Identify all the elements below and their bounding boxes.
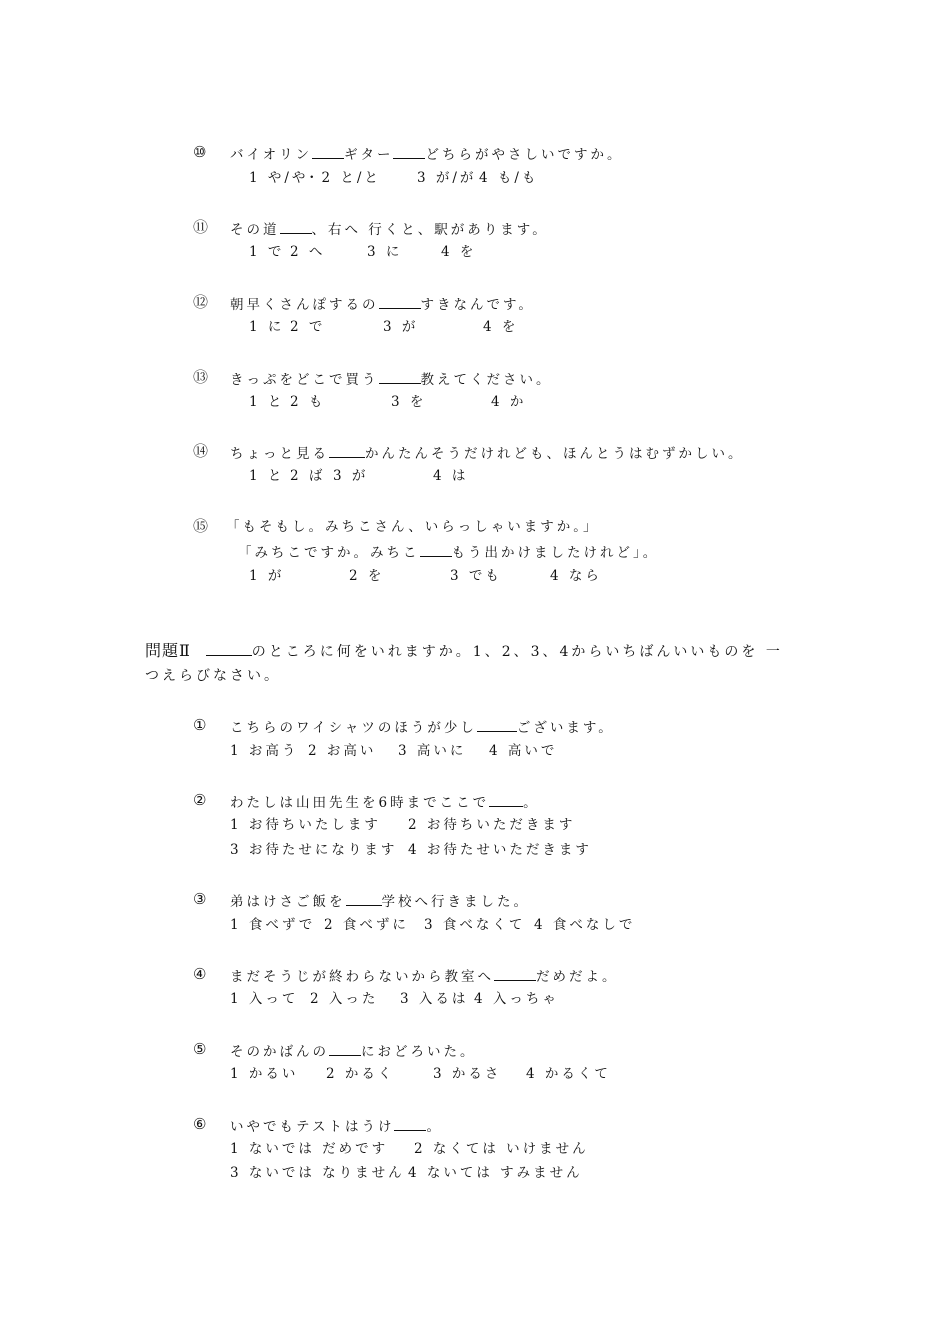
question-text bbox=[230, 1116, 443, 1136]
section-instruction-cont: つえらびなさい。 bbox=[145, 668, 281, 684]
question-text-part: 。 bbox=[426, 1119, 443, 1135]
answer-option: 1 かるい bbox=[230, 1066, 299, 1082]
answer-blank bbox=[379, 294, 421, 309]
question-number: ⑮ bbox=[193, 517, 209, 535]
question-text-part: どちらがやさしいですか。 bbox=[425, 147, 624, 163]
answer-option: 4 も/も bbox=[479, 170, 539, 186]
question-text-part: かんたんそうだけれども、ほんとうはむずかしい。 bbox=[365, 446, 745, 462]
question-text-part: わたしは山田先生を6時までここで bbox=[230, 795, 490, 811]
answer-blank bbox=[312, 144, 344, 159]
answer-option: ・2 と/と bbox=[305, 170, 381, 186]
question-text-part: ギター bbox=[344, 147, 394, 163]
answer-option: 2 も bbox=[290, 394, 326, 410]
answer-option: 2 かるく bbox=[326, 1066, 395, 1082]
answer-option: 2 で bbox=[290, 319, 326, 335]
answer-option: 2 食べずに bbox=[324, 917, 409, 933]
question-text-part: ございます。 bbox=[516, 720, 615, 736]
answer-option: 3 でも bbox=[450, 568, 502, 584]
answer-option: 1 と bbox=[249, 394, 285, 410]
question-number: ⑪ bbox=[193, 218, 209, 236]
question-number: ⑬ bbox=[193, 368, 209, 386]
answer-option: 4 か bbox=[491, 394, 527, 410]
question-text bbox=[230, 1041, 477, 1061]
answer-option: 3 が bbox=[383, 319, 419, 335]
question-text-part: こちらのワイシャツのほうが少し bbox=[230, 720, 477, 736]
question-text bbox=[230, 219, 549, 239]
question-text-part: いやでもテストはうけ bbox=[230, 1119, 395, 1135]
answer-blank bbox=[346, 891, 382, 906]
answer-option: 1 お高う bbox=[230, 743, 299, 759]
answer-option: 1 や/や bbox=[249, 170, 309, 186]
answer-blank bbox=[206, 641, 252, 656]
answer-option: 3 高いに bbox=[398, 743, 467, 759]
question-number: ⑭ bbox=[193, 442, 209, 460]
question-text-part: におどろいた。 bbox=[361, 1044, 477, 1060]
answer-option: 2 を bbox=[349, 568, 385, 584]
question-number: ⑥ bbox=[193, 1115, 207, 1133]
answer-option: 1 と bbox=[249, 468, 285, 484]
answer-option: 1 で bbox=[249, 244, 285, 260]
answer-option: 3 お待たせになります bbox=[230, 842, 398, 858]
question-text-part: まだそうじが終わらないから教室へ bbox=[230, 969, 494, 985]
answer-option: 3 かるさ bbox=[433, 1066, 502, 1082]
question-text-part: すきなんです。 bbox=[420, 297, 535, 313]
question-text-part: だめだよ。 bbox=[536, 969, 619, 985]
answer-blank bbox=[393, 144, 425, 159]
question-text bbox=[230, 891, 530, 911]
answer-option: 2 ば bbox=[290, 468, 326, 484]
answer-blank bbox=[394, 1116, 426, 1131]
question-number: ⑩ bbox=[193, 143, 207, 161]
question-number: ③ bbox=[193, 890, 207, 908]
answer-option: 3 を bbox=[391, 394, 427, 410]
section-header bbox=[145, 641, 783, 662]
answer-option: 2 なくては いけません bbox=[414, 1141, 589, 1157]
answer-option: 2 へ bbox=[290, 244, 326, 260]
question-number: ⑫ bbox=[193, 293, 209, 311]
answer-blank bbox=[420, 542, 452, 557]
answer-option: 4 ないては すみません bbox=[408, 1165, 583, 1181]
answer-option: 4 を bbox=[441, 244, 477, 260]
question-text-part: そのかばんの bbox=[230, 1044, 329, 1060]
answer-option: 2 お高い bbox=[308, 743, 377, 759]
answer-option: 4 お待たせいただきます bbox=[408, 842, 592, 858]
answer-blank bbox=[329, 1041, 361, 1056]
question-text bbox=[230, 294, 535, 314]
question-text-part: 朝早くさんぽするの bbox=[230, 297, 379, 313]
answer-option: 4 入っちゃ bbox=[474, 991, 559, 1007]
answer-option: 4 食べなしで bbox=[534, 917, 636, 933]
question-text-part: 「みちこですか。みちこ bbox=[238, 545, 420, 561]
question-text-part: 。 bbox=[523, 795, 540, 811]
question-number: ① bbox=[193, 716, 207, 734]
question-number: ② bbox=[193, 791, 207, 809]
question-text-part: ちょっと見る bbox=[230, 446, 329, 462]
answer-option: 4 かるくて bbox=[526, 1066, 611, 1082]
answer-option: 4 なら bbox=[550, 568, 602, 584]
answer-option: 1 食べずで bbox=[230, 917, 316, 933]
question-text bbox=[238, 542, 659, 562]
answer-option: 2 お待ちいただきます bbox=[408, 817, 576, 833]
answer-option: 3 ないでは なりません bbox=[230, 1165, 405, 1181]
question-text-part: 、右へ 行くと、駅があります。 bbox=[311, 222, 549, 238]
answer-option: 3 が bbox=[333, 468, 369, 484]
answer-option: 1 入って bbox=[230, 991, 299, 1007]
question-text-part: 教えてください。 bbox=[420, 372, 553, 388]
section-instruction: のところに何をいれますか。1、2、3、4からいちばんいいものを 一 bbox=[251, 644, 783, 660]
answer-blank bbox=[280, 219, 312, 234]
question-text bbox=[230, 369, 553, 389]
answer-option: 1 お待ちいたします bbox=[230, 817, 381, 833]
answer-blank bbox=[489, 792, 523, 807]
question-text-part: バイオリン bbox=[230, 147, 313, 163]
answer-option: 4 は bbox=[433, 468, 469, 484]
answer-option: 3 入るは bbox=[400, 991, 469, 1007]
question-text bbox=[230, 966, 619, 986]
question-text bbox=[230, 717, 615, 737]
section-title: 問題Ⅱ bbox=[145, 641, 191, 660]
answer-blank bbox=[477, 717, 517, 732]
question-number: ④ bbox=[193, 965, 207, 983]
answer-option: 4 高いで bbox=[489, 743, 558, 759]
question-text-part: その道 bbox=[230, 222, 280, 238]
answer-option: 1 ないでは だめです bbox=[230, 1141, 389, 1157]
answer-option: 4 を bbox=[483, 319, 519, 335]
answer-option: 1 が bbox=[249, 568, 285, 584]
question-text-part: 弟はけさご飯を bbox=[230, 894, 346, 910]
answer-blank bbox=[494, 966, 536, 981]
question-text bbox=[230, 792, 540, 812]
answer-blank bbox=[379, 369, 421, 384]
question-number: ⑤ bbox=[193, 1040, 207, 1058]
question-text bbox=[230, 443, 745, 463]
question-text bbox=[230, 144, 623, 164]
question-text: 「もそもし。みちこさん、いらっしゃいますか。」 bbox=[226, 519, 600, 535]
answer-option: 3 に bbox=[367, 244, 403, 260]
question-text-part: 学校へ行きました。 bbox=[381, 894, 530, 910]
answer-option: 1 に bbox=[249, 319, 285, 335]
answer-option: 3 が/が bbox=[417, 170, 477, 186]
question-text-part: もう出かけましたけれど」。 bbox=[451, 545, 660, 561]
answer-option: 2 入った bbox=[310, 991, 379, 1007]
answer-option: 3 食べなくて bbox=[424, 917, 526, 933]
answer-blank bbox=[329, 443, 365, 458]
question-text-part: きっぷをどこで買う bbox=[230, 372, 379, 388]
